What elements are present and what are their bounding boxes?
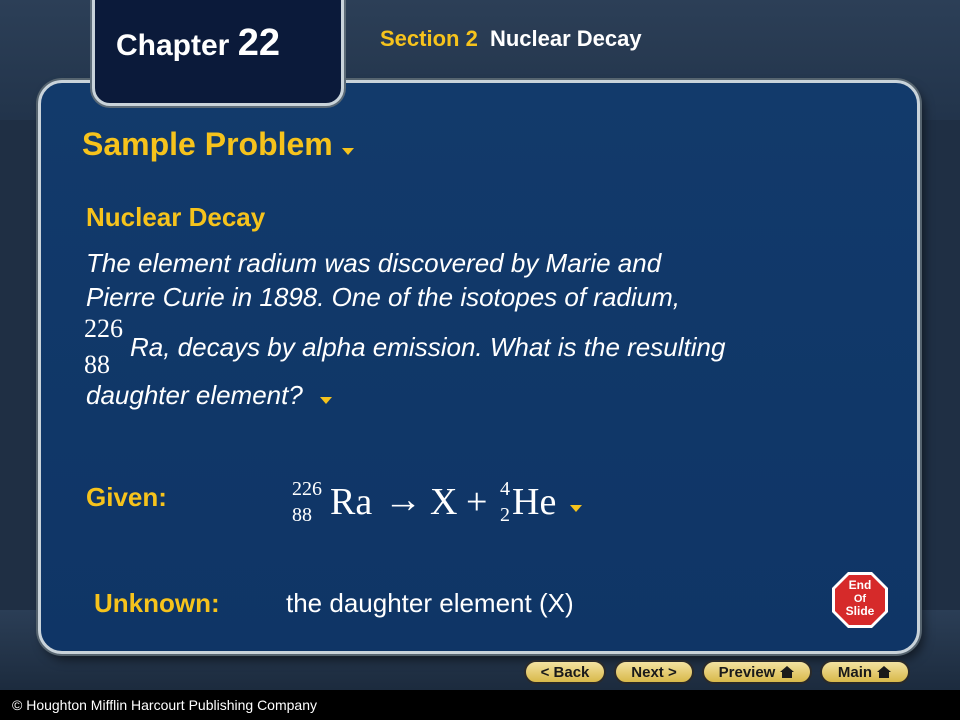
main-button-label: Main (837, 663, 873, 681)
chapter-title (116, 22, 280, 65)
radium-atomic-number: 88 (292, 504, 312, 526)
back-button-label: < Back (540, 663, 590, 681)
back-button[interactable] (524, 660, 606, 684)
main-button[interactable] (820, 660, 910, 684)
end-slide-text-slide: Slide (845, 604, 875, 618)
nuclide-atomic-number: 88 (84, 350, 110, 379)
animation-arrow-icon (320, 397, 332, 404)
radium-mass-number: 226 (292, 478, 322, 500)
preview-button[interactable] (702, 660, 812, 684)
radium-symbol: Ra (330, 481, 373, 523)
plus-sign: + (466, 481, 488, 523)
problem-line: daughter element? (86, 380, 303, 410)
home-icon (876, 665, 892, 679)
helium-symbol: He (512, 481, 557, 523)
unknown-label: Unknown: (94, 588, 220, 618)
problem-subheading: Nuclear Decay (86, 202, 266, 232)
navigation-bar (524, 660, 910, 688)
problem-line: Pierre Curie in 1898. One of the isotopes of radium, (86, 282, 680, 312)
helium-mass-number: 4 (500, 478, 510, 500)
problem-line-with-arrow (86, 378, 886, 412)
animation-arrow-icon (342, 148, 354, 155)
nuclide-mass-number: 226 (84, 314, 123, 343)
problem-line: The element radium was discovered by Marie and (86, 248, 662, 278)
chapter-number: 22 (237, 22, 280, 64)
end-slide-text-end: End (848, 578, 872, 592)
next-button[interactable] (614, 660, 694, 684)
preview-button-label: Preview (718, 663, 776, 681)
sample-problem-heading (82, 126, 354, 163)
footer-bar (0, 690, 960, 720)
section-title (380, 26, 642, 52)
problem-line: Ra, decays by alpha emission. What is the resulting (130, 332, 726, 362)
problem-text (86, 246, 886, 412)
heading-text: Sample Problem (82, 126, 333, 162)
next-button-label: Next > (631, 663, 677, 681)
end-of-slide-stop-icon[interactable] (830, 570, 890, 630)
section-label: Section 2 (380, 26, 478, 51)
copyright-text: © Houghton Mifflin Harcourt Publishing Company (12, 697, 317, 713)
home-icon (779, 665, 795, 679)
chapter-word: Chapter (116, 29, 230, 62)
helium-atomic-number: 2 (500, 504, 510, 526)
end-slide-text-of: Of (853, 593, 867, 605)
section-name: Nuclear Decay (489, 26, 642, 51)
product-symbol: X (430, 481, 458, 523)
given-label: Given: (86, 482, 167, 512)
unknown-value: the daughter element (X) (286, 588, 574, 618)
animation-arrow-icon (570, 505, 582, 512)
reaction-arrow-icon: → (384, 479, 422, 521)
